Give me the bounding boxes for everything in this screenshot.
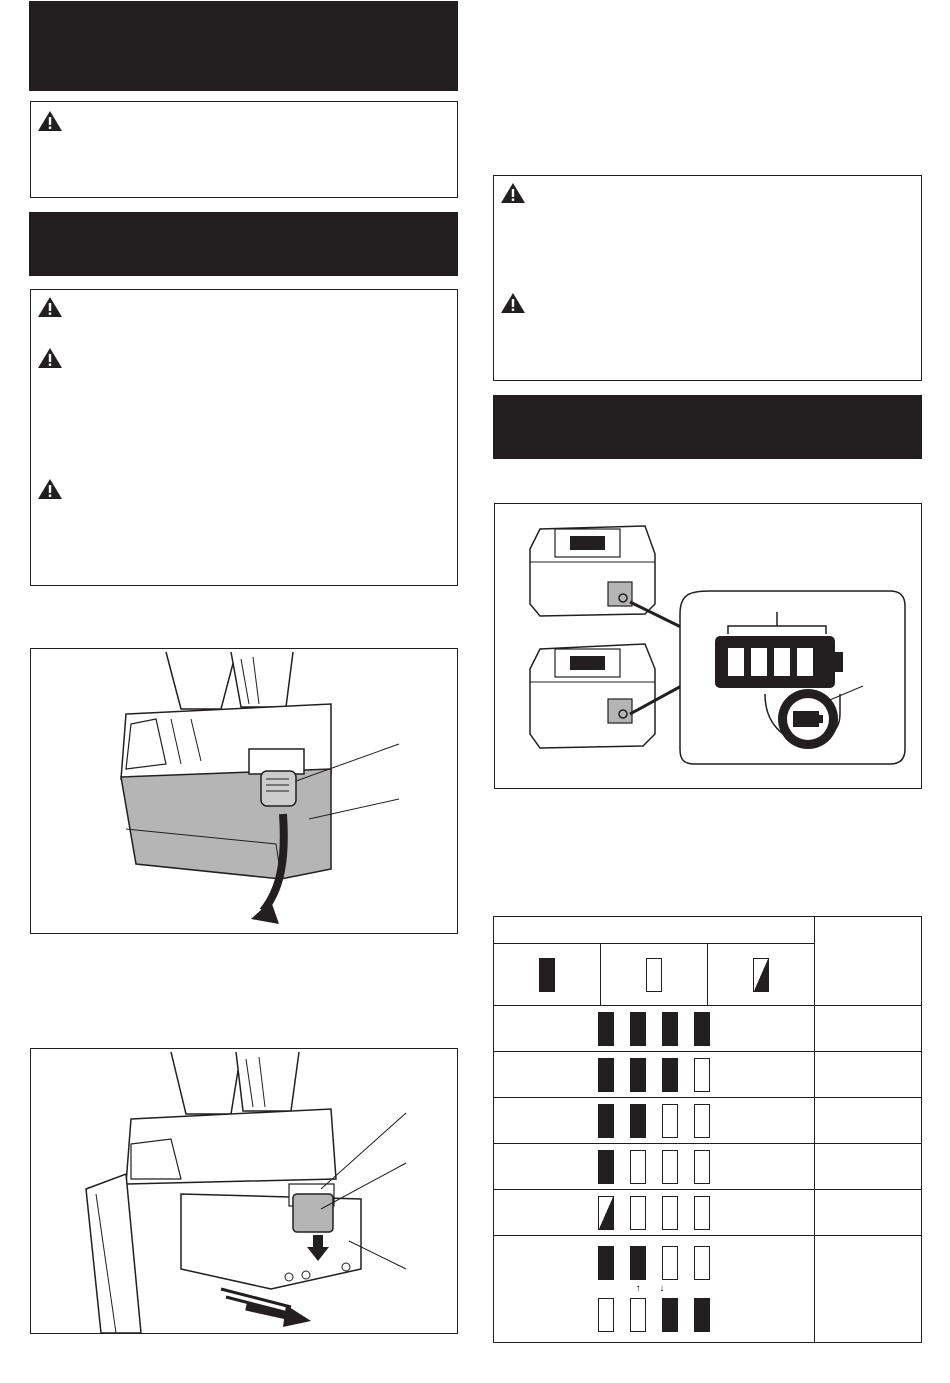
indicator-lamp-lit bbox=[598, 1246, 614, 1280]
indicator-lamp-lit bbox=[662, 1058, 678, 1092]
indicator-lamp-lit bbox=[694, 1298, 710, 1332]
warning-icon bbox=[37, 296, 63, 318]
warning-icon bbox=[37, 110, 63, 132]
indicator-lamp-off bbox=[662, 1246, 678, 1280]
table-row bbox=[494, 1144, 922, 1190]
figure-battery-removal-press bbox=[30, 1048, 458, 1334]
indicator-lamp-off bbox=[694, 1104, 710, 1138]
indicator-lamp-off bbox=[662, 1150, 678, 1184]
lamp-row bbox=[494, 1196, 814, 1230]
indicator-lamp-lit bbox=[630, 1058, 646, 1092]
indicator-lamp-lit bbox=[630, 1246, 646, 1280]
alternating-arrows: ↑ ↓ bbox=[635, 1283, 673, 1294]
indicator-lamp-lit bbox=[598, 1012, 614, 1046]
legend-blinking bbox=[708, 944, 815, 1006]
legend-off bbox=[601, 944, 708, 1006]
section-header-bar-3 bbox=[493, 395, 922, 459]
warning-icon bbox=[37, 478, 63, 500]
indicator-lamp-off bbox=[694, 1196, 710, 1230]
indicator-lamp-lit bbox=[598, 1150, 614, 1184]
indicator-lamp-off bbox=[630, 1150, 646, 1184]
remaining-capacity-header bbox=[815, 917, 922, 1006]
warning-box-2 bbox=[30, 289, 458, 586]
figure-battery-removal-slide bbox=[30, 648, 458, 934]
lamp-row bbox=[494, 1012, 814, 1046]
indicator-lamp-off bbox=[662, 1104, 678, 1138]
battery-indicator-table bbox=[493, 916, 922, 1343]
legend-lit bbox=[494, 944, 601, 1006]
indicator-lamp-lit bbox=[694, 1012, 710, 1046]
indicator-lamp-off bbox=[662, 1196, 678, 1230]
indicator-lamp-off bbox=[694, 1058, 710, 1092]
warning-box-3 bbox=[493, 175, 922, 381]
tool-illustration bbox=[31, 649, 457, 933]
indicator-lamp-lit bbox=[662, 1298, 678, 1332]
indicator-lamp-off bbox=[630, 1196, 646, 1230]
warning-icon bbox=[500, 182, 526, 204]
lamp-off-icon bbox=[646, 958, 662, 992]
battery-indicator-illustration bbox=[495, 504, 921, 788]
warning-box-1 bbox=[30, 101, 458, 198]
indicator-lamp-blinking bbox=[598, 1196, 614, 1230]
indicator-lamp-off bbox=[598, 1298, 614, 1332]
table-row bbox=[494, 1236, 922, 1343]
table-row bbox=[494, 1098, 922, 1144]
indicator-lamp-lit bbox=[630, 1104, 646, 1138]
lamp-row bbox=[494, 1246, 814, 1280]
table-row bbox=[494, 1052, 922, 1098]
table-row bbox=[494, 1190, 922, 1236]
lamp-row bbox=[494, 1150, 814, 1184]
indicator-lamp-off bbox=[694, 1150, 710, 1184]
table-row bbox=[494, 1006, 922, 1052]
indicator-lamp-lit bbox=[662, 1012, 678, 1046]
tool-illustration bbox=[31, 1049, 457, 1333]
warning-icon bbox=[500, 292, 526, 314]
indicator-lamp-off bbox=[694, 1246, 710, 1280]
indicator-lamp-lit bbox=[598, 1058, 614, 1092]
section-header-bar-1 bbox=[29, 1, 458, 91]
lamp-row bbox=[494, 1058, 814, 1092]
battery-icon bbox=[793, 711, 823, 727]
lamp-lit-icon bbox=[539, 958, 555, 992]
warning-icon bbox=[37, 347, 63, 369]
indicator-lamp-off bbox=[630, 1298, 646, 1332]
lamp-row bbox=[494, 1104, 814, 1138]
lamp-row-alt bbox=[494, 1298, 814, 1332]
indicator-lamp-lit bbox=[598, 1104, 614, 1138]
lamp-blinking-icon bbox=[753, 958, 769, 992]
indicator-lamp-lit bbox=[630, 1012, 646, 1046]
figure-battery-indicator bbox=[494, 503, 922, 789]
indicator-lamps-header bbox=[494, 917, 815, 944]
section-header-bar-2 bbox=[29, 212, 458, 276]
